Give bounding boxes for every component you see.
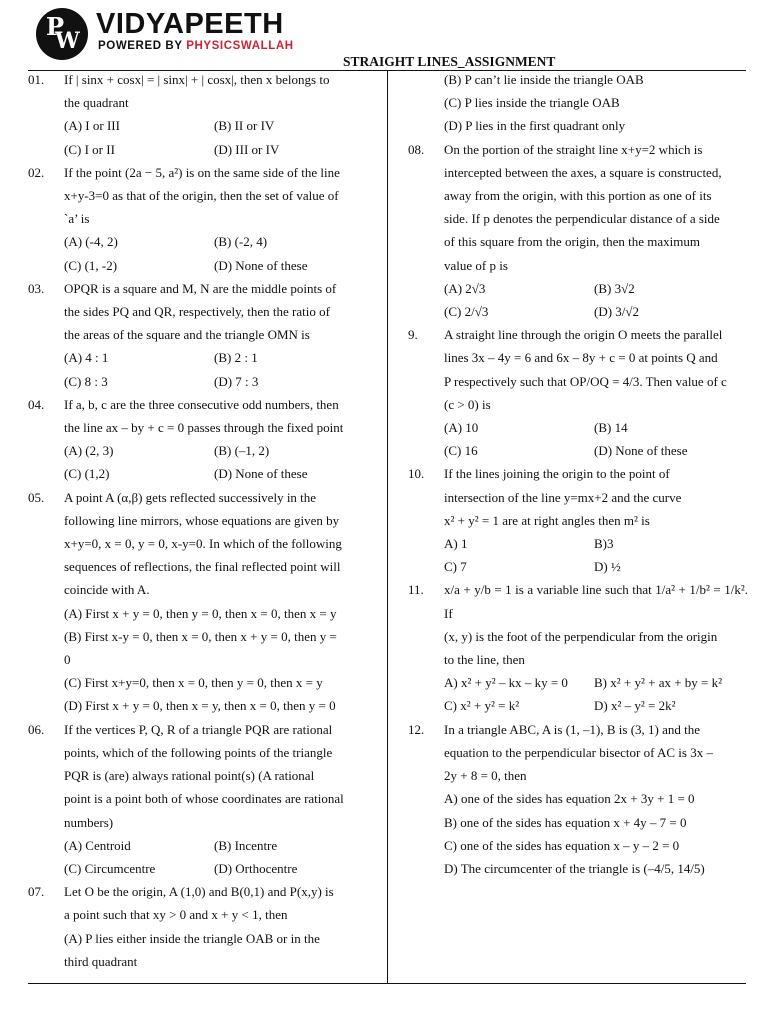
question (408, 578, 748, 717)
question-line: x+y-3=0 as that of the origin, then the set of value of (64, 188, 339, 204)
option: D) ½ (594, 559, 621, 575)
question-text (64, 880, 368, 926)
option: D) The circumcenter of the triangle is (–4/5, 14/5) (444, 860, 705, 876)
option: (D) Orthocentre (214, 860, 298, 876)
question-text (444, 323, 748, 416)
option-row (408, 416, 748, 439)
option: (D) None of these (214, 466, 308, 482)
question-line: (c > 0) is (444, 396, 491, 412)
question-stem (28, 718, 368, 834)
question (28, 161, 368, 277)
question-number: 03. (28, 280, 45, 296)
question-line: If | sinx + cosx| = | sinx| + | cosx|, then x belongs to (64, 72, 330, 87)
question-line: x² + y² = 1 are at right angles then m² is (444, 512, 650, 528)
question-line: x+y=0, x = 0, y = 0, x-y=0. In which of the following (64, 536, 342, 552)
option-row (408, 532, 748, 555)
option: (B) 3√2 (594, 280, 635, 296)
question-text (64, 393, 368, 439)
option: (D) 3/√2 (594, 304, 640, 320)
question (28, 880, 368, 973)
option: (A) 10 (444, 420, 479, 436)
question-line: PQR is (are) always rational point(s) (A rational (64, 768, 315, 784)
question-stem (28, 161, 368, 231)
option-row (408, 300, 748, 323)
option: (D) None of these (214, 257, 308, 273)
question-stem (408, 578, 748, 671)
question-line: side. If p denotes the perpendicular distance of a side (444, 211, 720, 227)
option: (B) (-2, 4) (214, 234, 268, 250)
option: (D) 7 : 3 (214, 373, 259, 389)
brand-name: VIDYAPEETH (96, 8, 284, 40)
question-line: intersection of the line y=mx+2 and the curve (444, 489, 682, 505)
question-stem (28, 486, 368, 602)
option-row (408, 694, 748, 717)
option: (A) I or III (64, 118, 120, 134)
question (408, 323, 748, 462)
option-row (28, 230, 368, 253)
option: A) x² + y² – kx – ky = 0 (444, 675, 568, 691)
option: (A) 2√3 (444, 280, 486, 296)
option-row (408, 671, 748, 694)
option-row (28, 834, 368, 857)
option: (A) First x + y = 0, then y = 0, then x = 0, then x = y (64, 605, 337, 621)
option-row (28, 462, 368, 485)
left-column (28, 68, 368, 973)
question-line: If the lines joining the origin to the point of (444, 466, 670, 482)
question-stem (408, 462, 748, 532)
question-line: `a’ is (64, 211, 90, 227)
question-stem (28, 880, 368, 926)
document-title: STRAIGHT LINES_ASSIGNMENT (343, 54, 556, 69)
question-number: 04. (28, 396, 45, 412)
question-number: 08. (408, 141, 425, 157)
option: (B) 14 (594, 420, 628, 436)
question-line: of this square from the origin, then the maximum (444, 234, 700, 250)
question-line: 2y + 8 = 0, then (444, 768, 527, 784)
option: C) x² + y² = k² (444, 698, 520, 714)
column-divider (387, 70, 388, 983)
question-stem (408, 323, 748, 416)
question-line: point is a point both of whose coordinates are rational (64, 791, 344, 807)
question-stem (408, 138, 748, 277)
option: (B) First x-y = 0, then x = 0, then x + y = 0, then y = (64, 628, 337, 644)
option: (C) (1, -2) (64, 257, 118, 273)
option: C) 7 (444, 559, 467, 575)
option: (A) 4 : 1 (64, 350, 109, 366)
question-line: a point such that xy > 0 and x + y < 1, then (64, 907, 288, 923)
option: (C) Circumcentre (64, 860, 156, 876)
option: (C) (1,2) (64, 466, 110, 482)
question-line: If the vertices P, Q, R of a triangle PQR are rational (64, 721, 333, 737)
question-number: 05. (28, 489, 45, 505)
question-line: A straight line through the origin O meets the parallel (444, 327, 723, 343)
continued-option: (C) P lies inside the triangle OAB (444, 95, 620, 111)
option: B)3 (594, 536, 614, 552)
question-number: 10. (408, 466, 425, 482)
option-row (28, 439, 368, 462)
option-row (408, 277, 748, 300)
option-row (28, 346, 368, 369)
continued-option: (D) P lies in the first quadrant only (444, 118, 626, 134)
question-number: 9. (408, 327, 418, 343)
option: (D) First x + y = 0, then x = y, then x = 0, then y = 0 (64, 698, 336, 714)
option: (C) 16 (444, 443, 478, 459)
question-line: the quadrant (64, 95, 129, 111)
question-line: sequences of reflections, the final reflected point will (64, 559, 341, 575)
option: (A) Centroid (64, 837, 131, 853)
option-row (28, 138, 368, 161)
question-line: (x, y) is the foot of the perpendicular from the origin (444, 628, 718, 644)
question-line: the sides PQ and QR, respectively, then the ratio of (64, 304, 330, 320)
option: B) one of the sides has equation x + 4y – 7 = 0 (444, 814, 687, 830)
question-line: value of p is (444, 257, 508, 273)
question (28, 68, 368, 161)
question-line: OPQR is a square and M, N are the middle points of (64, 280, 337, 296)
question (408, 462, 748, 578)
question-stem (28, 277, 368, 347)
question-line: equation to the perpendicular bisector of AC is 3x – (444, 744, 713, 760)
option: 0 (64, 652, 71, 668)
option-row (408, 439, 748, 462)
question-line: P respectively such that OP/OQ = 4/3. Then value of c (444, 373, 727, 389)
continued-option: (B) P can’t lie inside the triangle OAB (444, 72, 644, 87)
question-number: 06. (28, 721, 45, 737)
option: (A) (-4, 2) (64, 234, 118, 250)
question-stem (28, 68, 368, 114)
option-row (28, 857, 368, 880)
option: (C) 8 : 3 (64, 373, 108, 389)
option-row (28, 114, 368, 137)
question (408, 718, 748, 880)
option: (A) (2, 3) (64, 443, 114, 459)
question-text (444, 138, 748, 277)
question-line: lines 3x – 4y = 6 and 6x – 8y + c = 0 at points Q and (444, 350, 718, 366)
pw-logo: P W (36, 8, 88, 60)
question-text (444, 578, 748, 671)
question-number: 12. (408, 721, 425, 737)
question-line: If the point (2a − 5, a²) is on the same side of the line (64, 164, 340, 180)
question-stem (408, 718, 748, 788)
question-line: the line ax – by + c = 0 passes through the fixed point (64, 420, 344, 436)
question-line: In a triangle ABC, A is (1, –1), B is (3, 1) and the (444, 721, 701, 737)
right-column (408, 68, 748, 880)
option: C) one of the sides has equation x – y – 2 = 0 (444, 837, 680, 853)
powered-by: POWERED BY PHYSICSWALLAH (98, 40, 294, 52)
option: (C) 2/√3 (444, 304, 489, 320)
question-line: intercepted between the axes, a square is constructed, (444, 164, 722, 180)
question (408, 138, 748, 324)
question-text (64, 277, 368, 347)
question-number: 02. (28, 164, 45, 180)
question-line: A point A (α,β) gets reflected successively in the (64, 489, 317, 505)
question (28, 718, 368, 880)
header (30, 8, 750, 68)
option-row (408, 555, 748, 578)
question-line: points, which of the following points of the triangle (64, 744, 333, 760)
question-line: Let O be the origin, A (1,0) and B(0,1) and P(x,y) is (64, 884, 334, 900)
question-line: following line mirrors, whose equations are given by (64, 512, 340, 528)
question (28, 393, 368, 486)
question-line: to the line, then (444, 652, 525, 668)
option: D) x² – y² = 2k² (594, 698, 676, 714)
option-row (28, 370, 368, 393)
question-number: 01. (28, 72, 45, 87)
question-number: 07. (28, 884, 45, 900)
option: A) one of the sides has equation 2x + 3y + 1 = 0 (444, 791, 695, 807)
question-line: the areas of the square and the triangle OMN is (64, 327, 310, 343)
question (28, 486, 368, 718)
question (28, 277, 368, 393)
question-text (444, 462, 748, 532)
option: B) x² + y² + ax + by = k² (594, 675, 723, 691)
question-text (64, 68, 368, 114)
option: (B) 2 : 1 (214, 350, 258, 366)
option: (C) I or II (64, 141, 115, 157)
question-stem (28, 393, 368, 439)
question-text (64, 161, 368, 231)
option: (B) II or IV (214, 118, 275, 134)
option: (B) Incentre (214, 837, 278, 853)
option: (C) First x+y=0, then x = 0, then y = 0, then x = y (64, 675, 323, 691)
question-text (64, 486, 368, 602)
option: A) 1 (444, 536, 468, 552)
option: (A) P lies either inside the triangle OAB or in the (64, 930, 320, 946)
question-line: x/a + y/b = 1 is a variable line such that 1/a² + 1/b² = 1/k². If (444, 582, 748, 621)
question-line: If a, b, c are the three consecutive odd numbers, then (64, 396, 339, 412)
option: (D) III or IV (214, 141, 280, 157)
question-line: coincide with A. (64, 582, 150, 598)
bottom-rule (28, 983, 746, 984)
question-line: numbers) (64, 814, 114, 830)
option: third quadrant (64, 953, 138, 969)
question-text (64, 718, 368, 834)
question-number: 11. (408, 582, 424, 598)
question-line: away from the origin, with this portion as one of its (444, 188, 712, 204)
option: (D) None of these (594, 443, 688, 459)
question-line: On the portion of the straight line x+y=2 which is (444, 141, 703, 157)
option-row (28, 254, 368, 277)
option: (B) (–1, 2) (214, 443, 270, 459)
question-text (444, 718, 748, 788)
